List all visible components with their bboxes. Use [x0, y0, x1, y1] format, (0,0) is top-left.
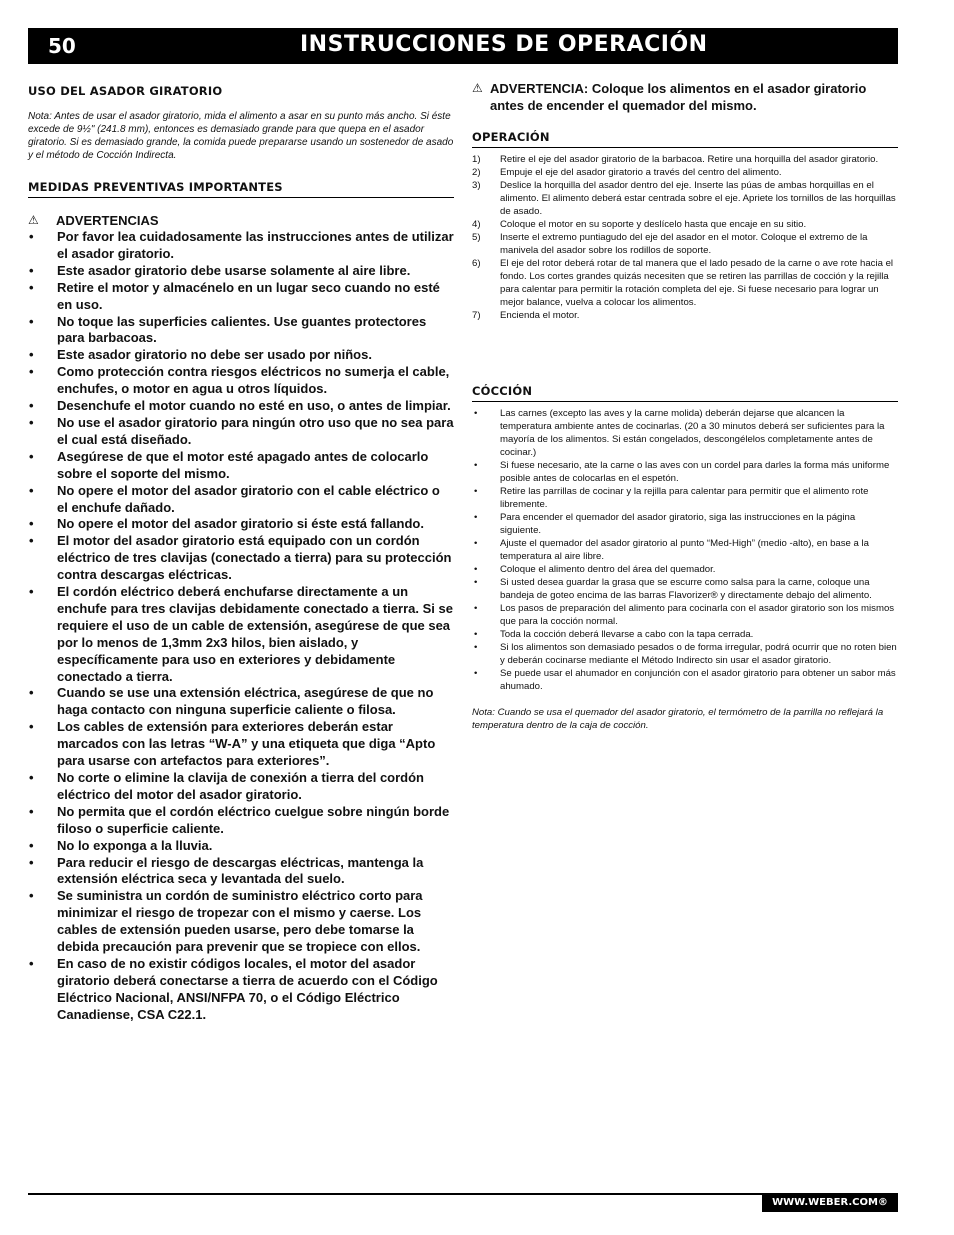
bullet: • — [29, 448, 34, 464]
bullet: • — [474, 408, 478, 419]
warning-item — [28, 719, 454, 770]
operation-step — [472, 218, 898, 231]
warning-item — [28, 685, 454, 719]
bullet: • — [474, 538, 478, 549]
bullet: • — [29, 837, 34, 853]
step-text: Encienda el motor. — [500, 310, 580, 321]
section-title-cooking: CÓCCIÓN — [472, 384, 898, 402]
warning-item — [28, 229, 454, 263]
bullet: • — [29, 533, 34, 549]
step-text: Coloque el motor en su soporte y deslícelo hasta que encaje en su sitio. — [500, 219, 807, 230]
bullet: • — [29, 888, 34, 904]
step-number: 3) — [472, 180, 481, 191]
step-text: El eje del rotor deberá rotar de tal manera que el lado pesado de la carne o ave rote hacia el fondo. Los cortes grandes quizás necesiten que se retiren las parrillas de cocción y la rejilla para calentar para permitir la rotación completa del eje. Si fuese necesario para lograr un mejor balance, vuelva a colocar los alimentos. — [500, 258, 894, 308]
bullet: • — [29, 516, 34, 532]
warning-text: No opere el motor del asador giratorio con el cable eléctrico o el enchufe dañado. — [57, 482, 440, 515]
operation-step — [472, 166, 898, 179]
step-text: Deslice la horquilla del asador dentro del eje. Inserte las púas de ambas horquillas en el alimento. El alimento deberá estar centrada sobre el eje. Apriete los tornillos de las horquillas de asado. — [500, 180, 896, 217]
section-title-operation: OPERACIÓN — [472, 130, 898, 148]
cooking-text: Toda la cocción deberá llevarse a cabo con la tapa cerrada. — [500, 629, 754, 640]
warning-item — [28, 263, 454, 280]
bullet: • — [29, 584, 34, 600]
cooking-item — [472, 407, 898, 459]
cooking-text: Los pasos de preparación del alimento para cocinarla con el asador giratorio son los mismos que para la cocción normal. — [500, 603, 895, 627]
step-number: 6) — [472, 258, 481, 269]
warning-item — [28, 804, 454, 838]
left-column — [28, 84, 454, 1024]
cooking-list — [472, 407, 898, 693]
cooking-item — [472, 602, 898, 628]
bullet: • — [474, 577, 478, 588]
cooking-item — [472, 537, 898, 563]
cooking-text: Las carnes (excepto las aves y la carne molida) deberán dejarse que alcancen la temperatura ambiente antes de cocinarlas. (20 a 30 minutos deberá ser suficientes para la mayoría de los alimentos. Si están congelados, descongélelos completamente antes de cocinar.) — [500, 408, 885, 458]
rotisserie-warning — [472, 80, 898, 114]
warning-item — [28, 516, 454, 533]
bullet: • — [474, 564, 478, 575]
warning-item — [28, 888, 454, 956]
warning-text: No toque las superficies calientes. Use guantes protectores para barbacoas. — [57, 313, 427, 346]
bullet: • — [29, 313, 34, 329]
step-number: 7) — [472, 310, 481, 321]
size-note: Nota: Antes de usar el asador giratorio, mida el alimento a asar en su punto más ancho. Si éste excede de 9½" (241.8 mm), entonces es demasiado grande para que quepa en el asador giratorio. Si es demasiado grande, la comida puede prepararse usando un sostenedor de asado y el método de Cocción Indirecta. — [28, 111, 454, 161]
page-title: INSTRUCCIONES DE OPERACIÓN — [300, 32, 708, 57]
warning-text: Este asador giratorio no debe ser usado por niños. — [57, 347, 372, 363]
page-header — [28, 28, 898, 64]
warning-text: Se suministra un cordón de suministro eléctrico corto para minimizar el riesgo de tropezar con el mismo y caerse. Los cables de extensión pueden usarse, pero debe tomarse la debida precaución para prevenir que se tropiece con ellos. — [57, 888, 423, 955]
cooking-item — [472, 641, 898, 667]
warning-triangle-icon: ⚠ — [472, 81, 483, 95]
step-text: Empuje el eje del asador giratorio a través del centro del alimento. — [500, 167, 782, 178]
bullet: • — [474, 668, 478, 679]
warning-text: Retire el motor y almacénelo en un lugar seco cuando no esté en uso. — [57, 279, 440, 312]
bullet: • — [474, 603, 478, 614]
warning-item — [28, 855, 454, 889]
warning-text: El motor del asador giratorio está equipado con un cordón eléctrico de tres clavijas (conectado a tierra) para su protección contra descargas eléctricas. — [57, 533, 452, 583]
warning-text: Por favor lea cuidadosamente las instrucciones antes de utilizar el asador giratorio. — [57, 229, 454, 261]
cooking-text: Si los alimentos son demasiado pesados o de forma irregular, podrá ocurrir que no roten bien y deberán cocinarse mediante el Método Indirecto sin usar el asador giratorio. — [500, 642, 897, 666]
warning-text: El cordón eléctrico deberá enchufarse directamente a un enchufe para tres clavijas debidamente conectado a tierra. Si se requiere el uso de un cable de extensión, asegúrese de que sea por lo menos de 1,3mm 2x3 hilos, bien aislado, y específicamente para uso en exteriores y debidamente conectado a tierra. — [57, 584, 453, 684]
cooking-item — [472, 485, 898, 511]
warning-item — [28, 483, 454, 517]
operation-step — [472, 153, 898, 166]
warning-text: No use el asador giratorio para ningún otro uso que no sea para el cual está diseñado. — [57, 414, 454, 447]
warning-text: Desenchufe el motor cuando no esté en uso, o antes de limpiar. — [57, 398, 451, 414]
bullet: • — [29, 279, 34, 295]
operation-step — [472, 257, 898, 309]
warning-item — [28, 415, 454, 449]
warning-item — [28, 347, 454, 364]
warnings-heading — [28, 212, 454, 229]
step-text: Retire el eje del asador giratorio de la barbacoa. Retire una horquilla del asador giratorio. — [500, 154, 879, 165]
cooking-item — [472, 459, 898, 485]
bullet: • — [29, 398, 34, 414]
right-column — [472, 80, 898, 732]
warning-item — [28, 280, 454, 314]
warning-item — [28, 770, 454, 804]
warning-item — [28, 449, 454, 483]
warning-text: No corte o elimine la clavija de conexión a tierra del cordón eléctrico del motor del asador giratorio. — [57, 770, 425, 802]
bullet: • — [474, 486, 478, 497]
operation-step — [472, 179, 898, 218]
cooking-item — [472, 563, 898, 576]
warning-item — [28, 398, 454, 415]
section-title-safeguards: MEDIDAS PREVENTIVAS IMPORTANTES — [28, 180, 454, 198]
step-number: 1) — [472, 154, 481, 165]
operation-step — [472, 231, 898, 257]
bullet: • — [29, 414, 34, 430]
bullet: • — [29, 770, 34, 785]
bullet: • — [29, 955, 34, 971]
bullet: • — [29, 262, 34, 278]
operation-step — [472, 309, 898, 322]
cooking-note: Nota: Cuando se usa el quemador del asador giratorio, el termómetro de la parrilla no reflejará la temperatura dentro de la caja de cocción. — [472, 707, 884, 731]
bullet: • — [29, 229, 34, 244]
cooking-text: Ajuste el quemador del asador giratorio al punto “Med-High” (medio -alto), en base a la temperatura al aire libre. — [500, 538, 870, 562]
cooking-text: Se puede usar el ahumador en conjunción con el asador giratorio para obtener un sabor más ahumado. — [500, 668, 896, 692]
bullet: • — [474, 629, 478, 640]
cooking-item — [472, 628, 898, 641]
cooking-item — [472, 667, 898, 693]
warning-text: Como protección contra riesgos eléctricos no sumerja el cable, enchufes, o motor en agua u otros líquidos. — [57, 364, 450, 397]
warning-item — [28, 533, 454, 584]
cooking-item — [472, 511, 898, 537]
warning-text: No lo exponga a la lluvia. — [57, 837, 213, 853]
warning-item — [28, 838, 454, 855]
bullet: • — [474, 512, 478, 523]
operation-steps — [472, 153, 898, 322]
bullet: • — [29, 347, 34, 363]
warning-text: En caso de no existir códigos locales, el motor del asador giratorio deberá conectarse a tierra de acuerdo con el Código Eléctrico Nacional, ANSI/NFPA 70, o el Código Eléctrico Canadiense, CSA C22.1. — [57, 955, 438, 1022]
warning-triangle-icon: ⚠ — [28, 213, 39, 227]
cooking-text: Retire las parrillas de cocinar y la rejilla para calentar para permitir que el alimento rote libremente. — [500, 486, 869, 510]
warning-item — [28, 364, 454, 398]
warning-item — [28, 314, 454, 348]
bullet: • — [29, 719, 34, 735]
bullet: • — [474, 642, 478, 653]
bullet: • — [29, 803, 34, 819]
footer-website: WWW.WEBER.COM® — [762, 1193, 898, 1212]
bullet: • — [474, 460, 478, 471]
warning-item — [28, 584, 454, 685]
warnings-title: ADVERTENCIAS — [56, 213, 159, 228]
cooking-text: Si fuese necesario, ate la carne o las aves con un cordel para darles la forma más uniforme posible antes de colocarlas en el espetón. — [500, 460, 890, 484]
warning-item — [28, 956, 454, 1024]
cooking-text: Coloque el alimento dentro del área del quemador. — [500, 564, 716, 575]
step-number: 4) — [472, 219, 481, 230]
bullet: • — [29, 364, 34, 380]
rotisserie-warning-text: ADVERTENCIA: Coloque los alimentos en el asador giratorio antes de encender el quemador del mismo. — [490, 81, 867, 113]
bullet: • — [29, 685, 34, 701]
warning-text: No opere el motor del asador giratorio si éste está fallando. — [57, 516, 424, 532]
warning-text: Cuando se use una extensión eléctrica, asegúrese de que no haga contacto con ninguna superficie caliente o filosa. — [57, 685, 434, 718]
warning-text: Los cables de extensión para exteriores deberán estar marcados con las letras “W-A” y una etiqueta que diga “Apto para usarse con artefactos para exteriores”. — [57, 719, 436, 769]
warnings-list — [28, 229, 454, 1024]
cooking-text: Si usted desea guardar la grasa que se escurre como salsa para la carne, coloque una bandeja de goteo encima de las barras Flavorizer® y directamente debajo del alimento. — [500, 577, 872, 601]
warning-text: Para reducir el riesgo de descargas eléctricas, mantenga la extensión eléctrica seca y levantada del suelo. — [57, 854, 424, 887]
step-number: 5) — [472, 232, 481, 243]
warning-text: Este asador giratorio debe usarse solamente al aire libre. — [57, 262, 411, 278]
step-number: 2) — [472, 167, 481, 178]
section-title-rotisserie-use: USO DEL ASADOR GIRATORIO — [28, 84, 223, 98]
page-number: 50 — [48, 34, 76, 58]
warning-text: No permita que el cordón eléctrico cuelgue sobre ningún borde filoso o superficie caliente. — [57, 803, 450, 836]
cooking-item — [472, 576, 898, 602]
cooking-text: Para encender el quemador del asador giratorio, siga las instrucciones en la página siguiente. — [500, 512, 856, 536]
bullet: • — [29, 482, 34, 498]
step-text: Inserte el extremo puntiagudo del eje del asador en el motor. Coloque el extremo de la manivela del asador sobre los rodillos de soporte. — [500, 232, 868, 256]
bullet: • — [29, 854, 34, 870]
warning-text: Asegúrese de que el motor esté apagado antes de colocarlo sobre el soporte del mismo. — [57, 448, 429, 481]
